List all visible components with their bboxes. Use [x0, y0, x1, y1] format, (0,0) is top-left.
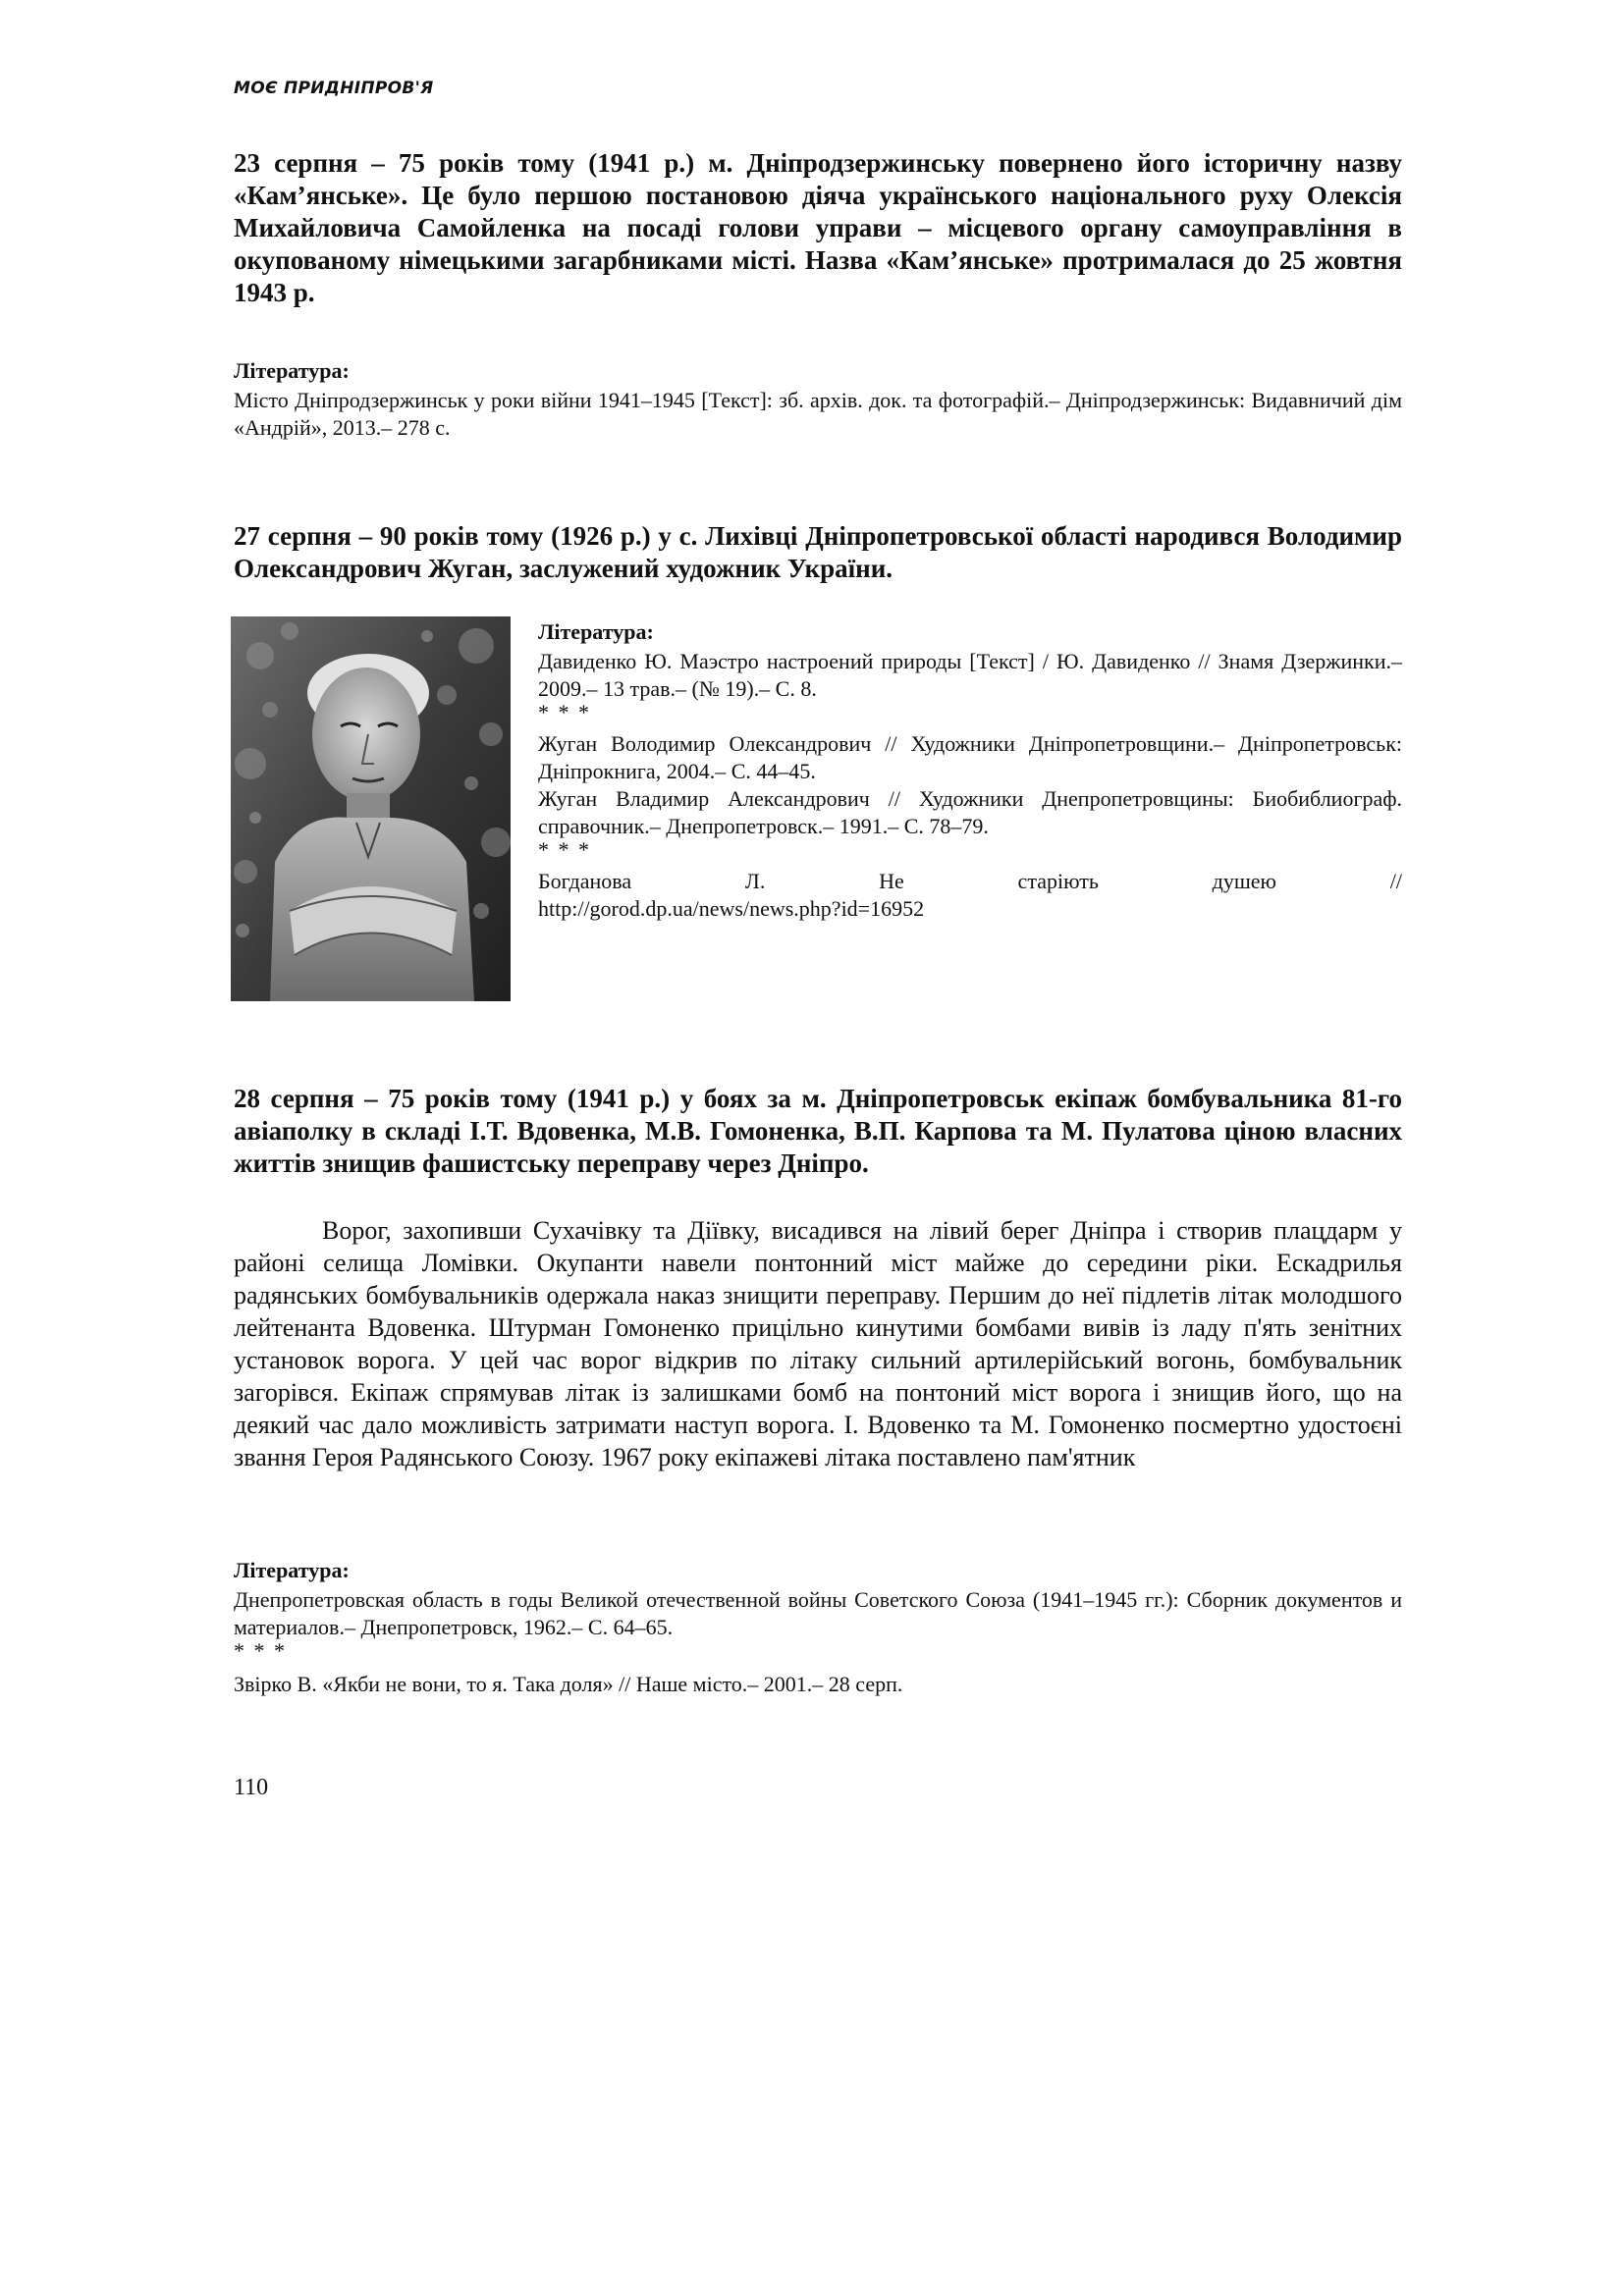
literature-item: Давиденко Ю. Маэстро настроений природы [Текст] / Ю. Давиденко // Знамя Дзержинки.– 2009.– 13 трав.– (№ 19).– С. 8.: [538, 649, 1402, 701]
entry-2-headline: 27 серпня – 90 років тому (1926 р.) у с. Лихівці Дніпропетровської області народився Володимир Олександрович Жуган, заслужений художник України.: [234, 521, 1402, 583]
literature-item: Місто Дніпродзержинськ у роки війни 1941–1945 [Текст]: зб. архів. док. та фотографій.– Дніпродзержинськ: Видавничий дім «Андрій», 2013.– 278 с.: [234, 388, 1402, 440]
literature-item: Жуган Володимир Олександрович // Художники Дніпропетровщини.– Дніпропетровськ: Дніпрокнига, 2004.– С. 44–45.: [538, 731, 1402, 783]
entry-3-literature: [234, 1557, 1402, 1698]
literature-heading: Література:: [538, 619, 654, 644]
entry-1: [234, 147, 1402, 309]
entry-3-headline: 28 серпня – 75 років тому (1941 р.) у боях за м. Дніпропетровськ екіпаж бомбувальника 81-го авіаполку в складі І.Т. Вдовенка, М.В. Гомоненка, В.П. Карпова та М. Пулатова ціною власних життів знищив фашистську переправу через Дніпро.: [234, 1084, 1402, 1178]
literature-item: Богданова Л. Не старіють душею //: [538, 869, 1402, 893]
entry-3: [234, 1083, 1402, 1180]
entry-3-paragraph: Ворог, захопивши Сухачівку та Діївку, висадився на лівий берег Дніпра і створив плацдарм у районі селища Ломівки. Окупанти навели понтонний міст майже до середини ріки. Ескадрилья радянських бомбувальників одержала наказ знищити переправу. Першим до неї підлетів літак молодшого лейтенанта Вдовенка. Штурман Гомоненко прицільно кинутими бомбами вивів із ладу п'ять зенітних установок ворога. У цей час ворог відкрив по літаку сильний артилерійський вогонь, бомбувальник загорівся. Екіпаж спрямував літак із залишками бомб на понтоний міст ворога і знищив його, що на деякий час дало можливість затримати наступ ворога. І. Вдовенко та М. Гомоненко посмертно удостоєні звання Героя Радянського Союзу. 1967 року екіпажеві літака поставлено пам'ятник: [234, 1216, 1402, 1471]
entry-2-literature: [538, 618, 1402, 923]
portrait-photo: [231, 616, 511, 1001]
literature-link: http://gorod.dp.ua/news/news.php?id=16952: [538, 896, 925, 921]
literature-heading: Література:: [234, 358, 350, 383]
literature-item: Жуган Владимир Александрович // Художники Днепропетровщины: Биобиблиограф. справочник.– Днепропетровск.– 1991.– С. 78–79.: [538, 786, 1402, 838]
page-number: 110: [234, 1775, 269, 1800]
literature-item: Звірко В. «Якби не вони, то я. Така доля» // Наше місто.– 2001.– 28 серп.: [234, 1672, 903, 1696]
separator-stars: * * *: [538, 837, 591, 862]
entry-2: [234, 520, 1402, 585]
running-header: МОЄ ПРИДНІПРОВ'Я: [234, 79, 434, 98]
entry-1-headline: 23 серпня – 75 років тому (1941 р.) м. Дніпродзержинську повернено його історичну назву «Кам’янське». Це було першою постановою діяча українського національного руху Олексія Михайловича Самойленка на посаді голови управи – місцевого органу самоуправління в окупованому німецькими загарбниками місті. Назва «Кам’янське» протрималася до 25 жовтня 1943 р.: [234, 148, 1402, 307]
entry-3-body: [234, 1214, 1402, 1473]
separator-stars: * * *: [234, 1638, 287, 1663]
literature-item: Днепропетровская область в годы Великой отечественной войны Советского Союза (1941–1945 гг.): Сборник документов и материалов.– Днепропетровск, 1962.– С. 64–65.: [234, 1587, 1402, 1639]
literature-heading: Література:: [234, 1558, 350, 1582]
separator-stars: * * *: [538, 700, 591, 724]
entry-1-literature: [234, 357, 1402, 442]
